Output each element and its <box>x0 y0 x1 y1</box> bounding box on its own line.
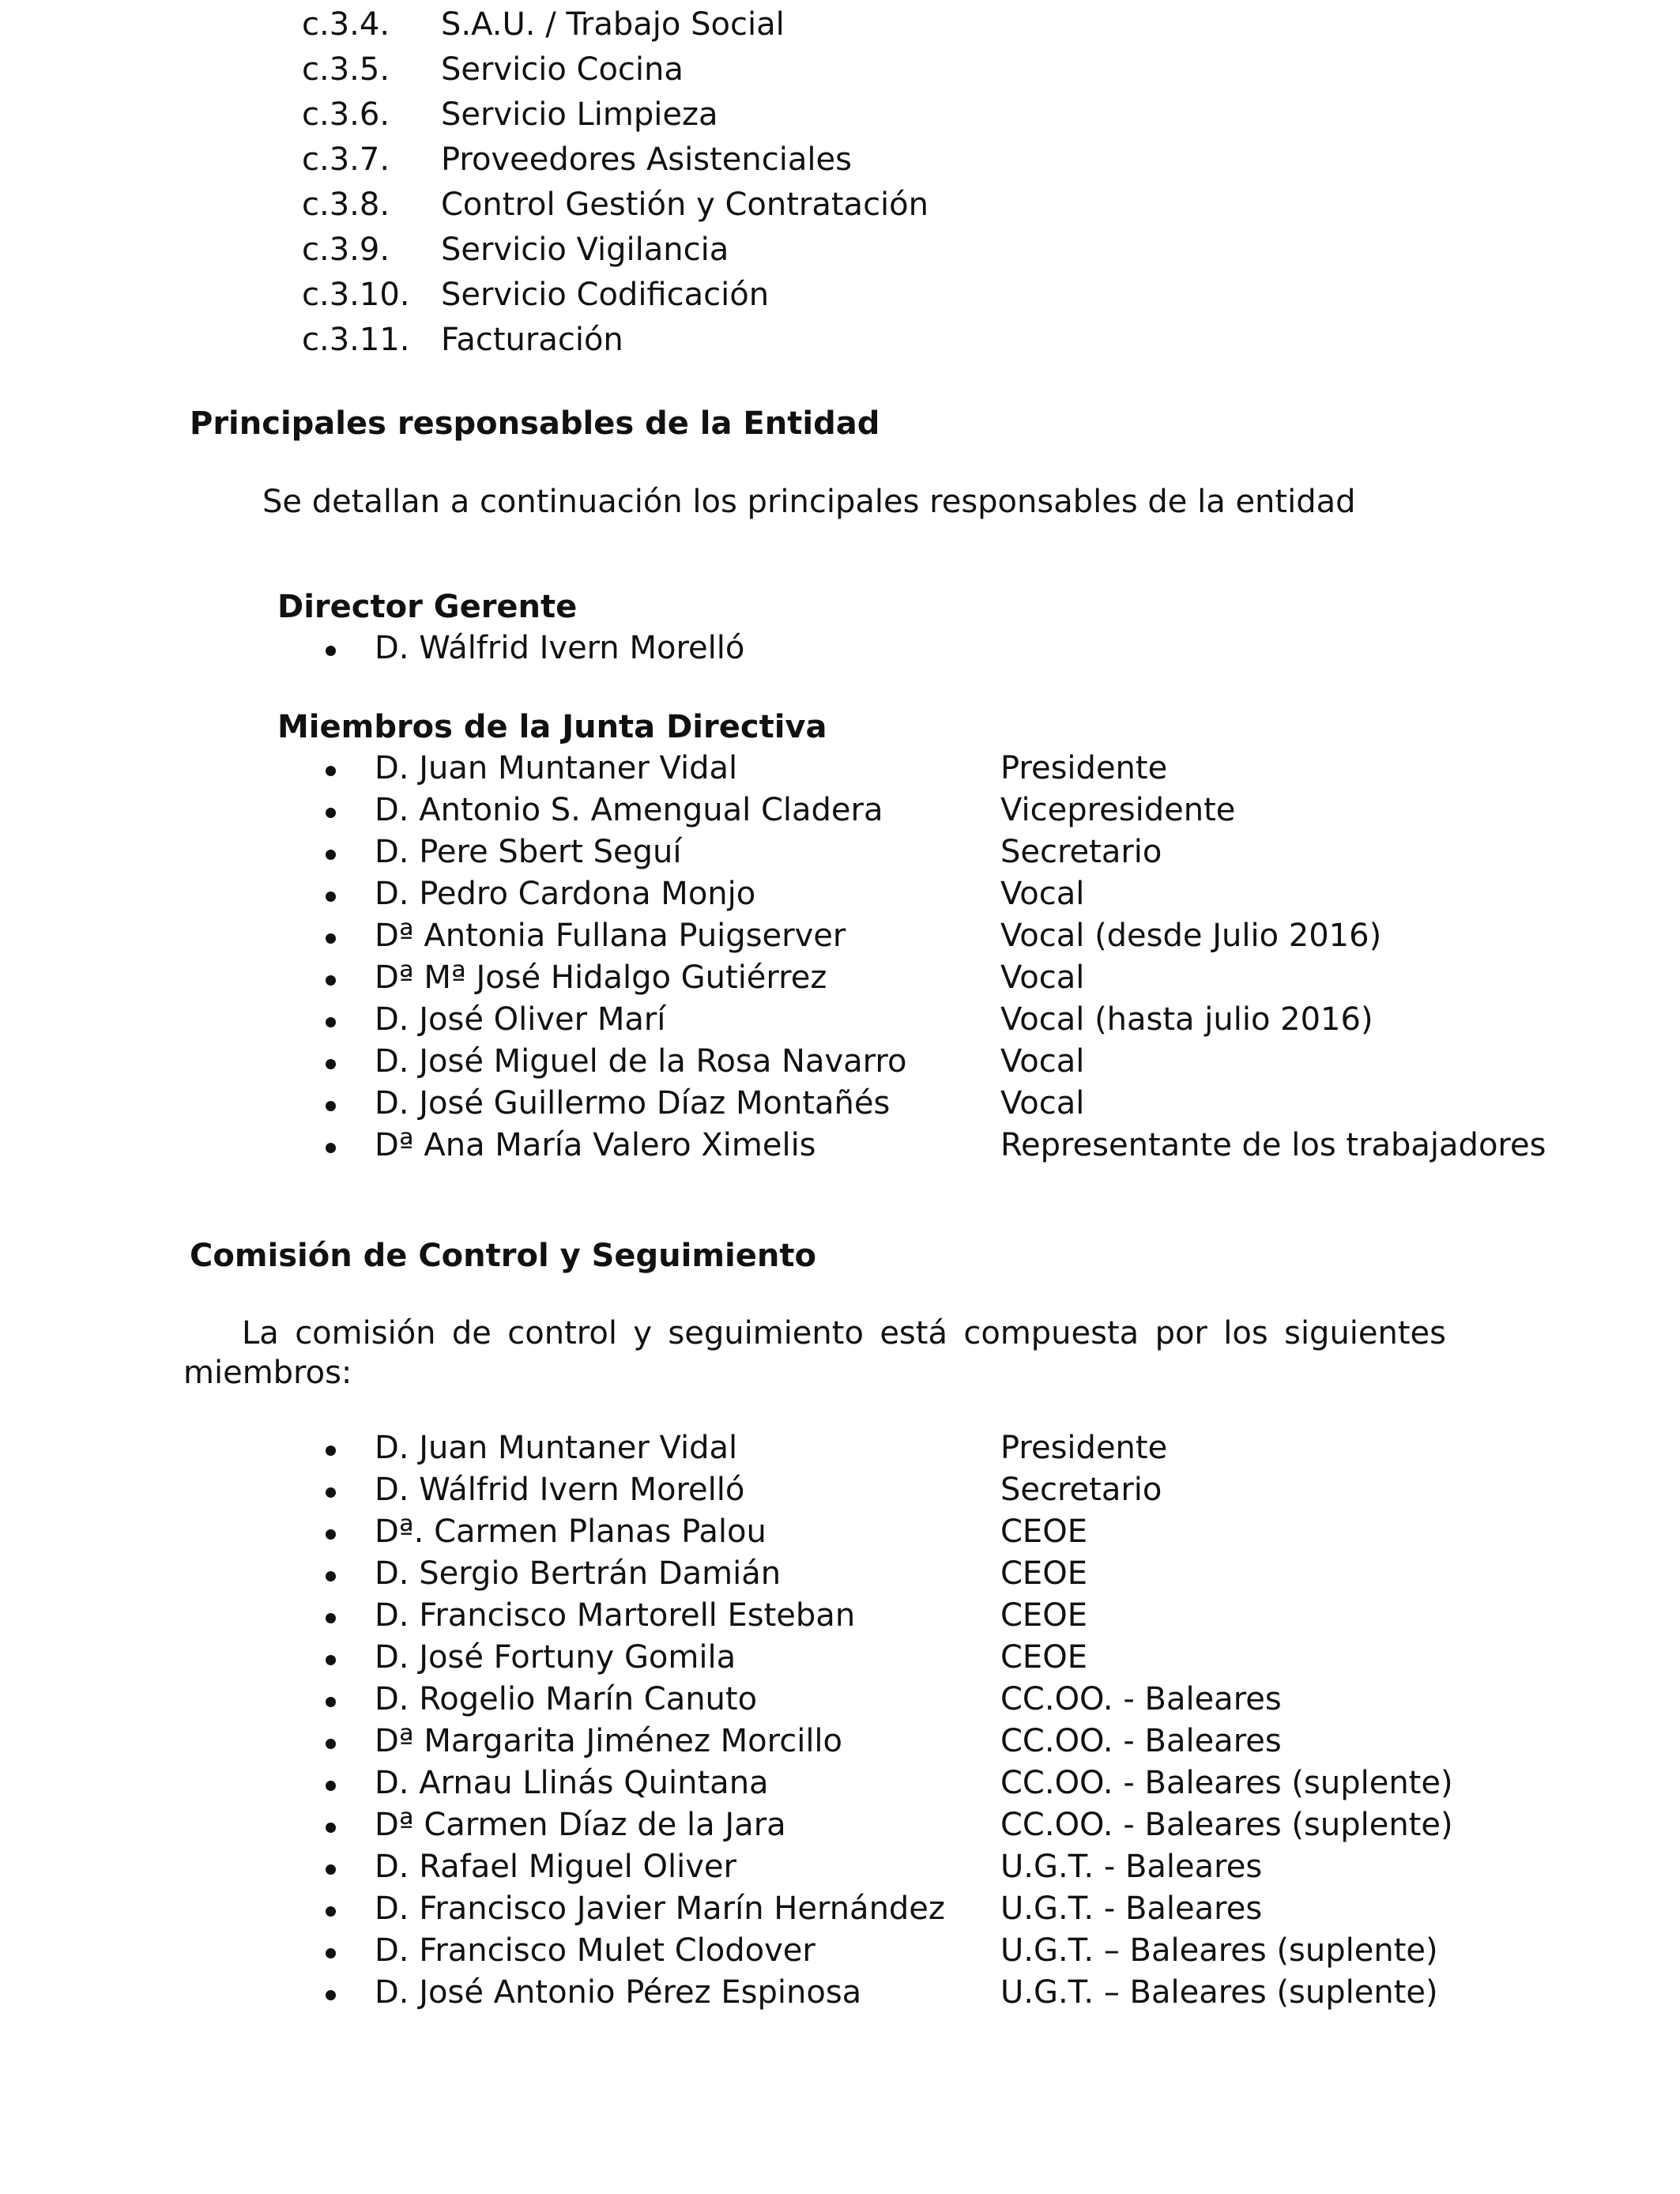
member-role: Presidente <box>1000 750 1168 786</box>
list-item <box>0 792 1680 833</box>
member-role: CC.OO. - Baleares (suplente) <box>1000 1807 1453 1843</box>
toc-number: c.3.10. <box>302 277 410 313</box>
list-item <box>0 1807 1680 1848</box>
member-name: Dª Ana María Valero Ximelis <box>375 1127 816 1163</box>
member-name: D. José Oliver Marí <box>375 1001 666 1038</box>
list-item <box>0 876 1680 917</box>
member-name: Dª Antonia Fullana Puigserver <box>375 918 846 954</box>
list-item <box>0 1891 1680 1932</box>
bullet-icon <box>326 808 336 818</box>
list-item <box>0 1555 1680 1596</box>
list-item <box>0 834 1680 875</box>
list-item <box>0 1127 1680 1168</box>
toc-text: Proveedores Asistenciales <box>441 141 852 178</box>
bullet-icon <box>326 1487 336 1498</box>
bullet-icon <box>326 892 336 902</box>
member-name: D. Sergio Bertrán Damián <box>375 1555 782 1592</box>
member-name: D. Wálfrid Ivern Morelló <box>375 1472 745 1508</box>
list-item <box>0 1597 1680 1638</box>
member-role: Presidente <box>1000 1430 1168 1466</box>
bullet-icon <box>326 1613 336 1623</box>
list-item <box>0 630 1680 671</box>
toc-number: c.3.6. <box>302 96 390 133</box>
bullet-icon <box>326 1823 336 1833</box>
list-item <box>0 1932 1680 1973</box>
list-item <box>0 1043 1680 1084</box>
bullet-icon <box>326 1864 336 1875</box>
member-role: Vocal (desde Julio 2016) <box>1000 918 1382 954</box>
member-role: U.G.T. – Baleares (suplente) <box>1000 1974 1438 2011</box>
list-item <box>0 1085 1680 1126</box>
comision-intro: La comisión de control y seguimiento está compuesta por los siguientes miembros: <box>183 1315 1446 1391</box>
member-name: D. Francisco Mulet Clodover <box>375 1932 816 1969</box>
member-name: Dª. Carmen Planas Palou <box>375 1514 767 1550</box>
member-role: CEOE <box>1000 1597 1087 1634</box>
toc-number: c.3.5. <box>302 51 390 88</box>
member-role: U.G.T. – Baleares (suplente) <box>1000 1932 1438 1969</box>
toc-number: c.3.11. <box>302 322 410 358</box>
bullet-icon <box>326 1571 336 1581</box>
member-name: Dª Margarita Jiménez Morcillo <box>375 1723 843 1759</box>
member-name: D. Rafael Miguel Oliver <box>375 1849 736 1885</box>
bullet-icon <box>326 1739 336 1749</box>
toc-text: Facturación <box>441 322 623 358</box>
list-item <box>0 1974 1680 2015</box>
toc-text: Servicio Vigilancia <box>441 232 729 268</box>
member-name: D. Francisco Javier Marín Hernández <box>375 1891 945 1927</box>
list-item <box>0 1001 1680 1042</box>
toc-text: Control Gestión y Contratación <box>441 187 929 223</box>
list-item <box>0 750 1680 791</box>
member-role: Vicepresidente <box>1000 792 1236 828</box>
bullet-icon <box>326 646 336 656</box>
section-heading-responsables: Principales responsables de la Entidad <box>190 405 880 442</box>
bullet-icon <box>326 1948 336 1958</box>
member-role: CC.OO. - Baleares (suplente) <box>1000 1765 1453 1801</box>
member-name: D. Francisco Martorell Esteban <box>375 1597 856 1634</box>
list-item <box>0 1639 1680 1680</box>
toc-text: Servicio Codificación <box>441 277 770 313</box>
member-role: Vocal <box>1000 1043 1085 1080</box>
list-item <box>0 1765 1680 1806</box>
member-role: U.G.T. - Baleares <box>1000 1849 1263 1885</box>
member-role: Vocal <box>1000 1085 1085 1122</box>
member-name: D. José Guillermo Díaz Montañés <box>375 1085 891 1122</box>
member-role: Vocal <box>1000 876 1085 912</box>
list-item <box>0 1430 1680 1471</box>
toc-text: Servicio Cocina <box>441 51 684 88</box>
member-name: D. Antonio S. Amengual Cladera <box>375 792 883 828</box>
list-item <box>0 1514 1680 1555</box>
bullet-icon <box>326 1143 336 1153</box>
toc-number: c.3.8. <box>302 187 390 223</box>
toc-number: c.3.7. <box>302 141 390 178</box>
member-role: Vocal (hasta julio 2016) <box>1000 1001 1373 1038</box>
member-name: D. Rogelio Marín Canuto <box>375 1681 758 1717</box>
member-role: Vocal <box>1000 959 1085 996</box>
bullet-icon <box>326 850 336 860</box>
bullet-icon <box>326 1655 336 1665</box>
member-role: CC.OO. - Baleares <box>1000 1723 1282 1759</box>
bullet-icon <box>326 933 336 944</box>
bullet-icon <box>326 1446 336 1456</box>
member-name: D. Pedro Cardona Monjo <box>375 876 756 912</box>
junta-heading: Miembros de la Junta Directiva <box>277 709 827 745</box>
toc-number: c.3.9. <box>302 232 390 268</box>
list-item <box>0 1723 1680 1764</box>
member-name: Dª Mª José Hidalgo Gutiérrez <box>375 959 827 996</box>
member-role: Secretario <box>1000 1472 1162 1508</box>
member-name: D. Juan Muntaner Vidal <box>375 750 738 786</box>
bullet-icon <box>326 1906 336 1917</box>
list-item <box>0 1849 1680 1890</box>
bullet-icon <box>326 1990 336 2000</box>
bullet-icon <box>326 1101 336 1111</box>
bullet-icon <box>326 1017 336 1027</box>
bullet-icon <box>326 1781 336 1791</box>
list-item <box>0 1681 1680 1722</box>
member-name: D. Pere Sbert Seguí <box>375 834 682 870</box>
member-name: D. José Antonio Pérez Espinosa <box>375 1974 862 2011</box>
bullet-icon <box>326 1697 336 1707</box>
toc-number: c.3.4. <box>302 6 390 43</box>
member-role: Representante de los trabajadores <box>1000 1127 1546 1163</box>
director-name: D. Wálfrid Ivern Morelló <box>375 630 745 666</box>
member-role: CEOE <box>1000 1555 1087 1592</box>
toc-text: S.A.U. / Trabajo Social <box>441 6 785 43</box>
member-name: D. José Miguel de la Rosa Navarro <box>375 1043 907 1080</box>
member-role: CEOE <box>1000 1639 1087 1676</box>
responsables-intro: Se detallan a continuación los principales responsables de la entidad <box>262 484 1356 520</box>
list-item <box>0 959 1680 1001</box>
member-name: D. Juan Muntaner Vidal <box>375 1430 738 1466</box>
bullet-icon <box>326 1059 336 1069</box>
member-role: CEOE <box>1000 1514 1087 1550</box>
member-role: CC.OO. - Baleares <box>1000 1681 1282 1717</box>
member-name: Dª Carmen Díaz de la Jara <box>375 1807 786 1843</box>
bullet-icon <box>326 766 336 776</box>
director-heading: Director Gerente <box>277 589 578 625</box>
member-name: D. Arnau Llinás Quintana <box>375 1765 769 1801</box>
section-heading-comision: Comisión de Control y Seguimiento <box>190 1238 816 1274</box>
list-item <box>0 1472 1680 1513</box>
bullet-icon <box>326 975 336 986</box>
bullet-icon <box>326 1529 336 1540</box>
member-name: D. José Fortuny Gomila <box>375 1639 736 1676</box>
member-role: Secretario <box>1000 834 1162 870</box>
toc-text: Servicio Limpieza <box>441 96 718 133</box>
member-role: U.G.T. - Baleares <box>1000 1891 1263 1927</box>
list-item <box>0 918 1680 959</box>
